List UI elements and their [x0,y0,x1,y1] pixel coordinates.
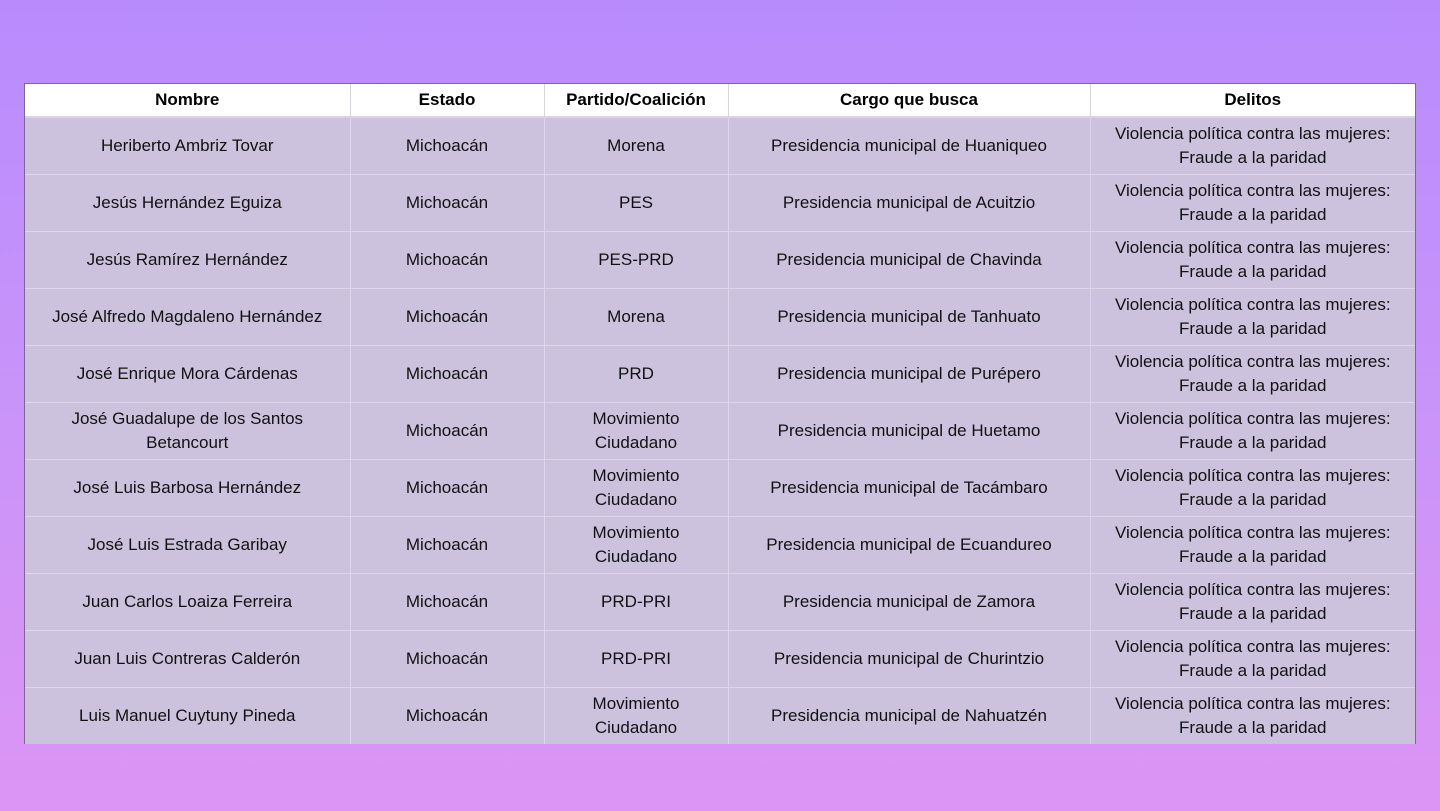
cell-cargo: Presidencia municipal de Ecuandureo [728,517,1090,574]
cell-estado: Michoacán [350,346,544,403]
cell-partido: PES [544,175,728,232]
cell-partido: PRD-PRI [544,631,728,688]
table-body [25,117,1415,744]
cell-estado: Michoacán [350,631,544,688]
cell-cargo: Presidencia municipal de Chavinda [728,232,1090,289]
cell-delitos: Violencia política contra las mujeres: Fraude a la paridad [1090,403,1415,460]
cell-cargo: Presidencia municipal de Nahuatzén [728,688,1090,745]
table-row [25,346,1415,403]
cell-partido: Movimiento Ciudadano [544,403,728,460]
cell-partido: PRD-PRI [544,574,728,631]
cell-estado: Michoacán [350,117,544,175]
cell-partido: PES-PRD [544,232,728,289]
cell-nombre: Luis Manuel Cuytuny Pineda [25,688,350,745]
table-row [25,232,1415,289]
cell-delitos: Violencia política contra las mujeres: Fraude a la paridad [1090,517,1415,574]
cell-cargo: Presidencia municipal de Huetamo [728,403,1090,460]
header-row [25,84,1415,117]
cell-delitos: Violencia política contra las mujeres: Fraude a la paridad [1090,688,1415,745]
cell-estado: Michoacán [350,460,544,517]
table-row [25,574,1415,631]
candidates-table-container [24,83,1416,744]
cell-cargo: Presidencia municipal de Tacámbaro [728,460,1090,517]
cell-nombre: Juan Luis Contreras Calderón [25,631,350,688]
column-header-delitos: Delitos [1090,84,1415,117]
cell-delitos: Violencia política contra las mujeres: Fraude a la paridad [1090,631,1415,688]
cell-delitos: Violencia política contra las mujeres: Fraude a la paridad [1090,289,1415,346]
cell-cargo: Presidencia municipal de Acuitzio [728,175,1090,232]
cell-estado: Michoacán [350,175,544,232]
cell-delitos: Violencia política contra las mujeres: Fraude a la paridad [1090,117,1415,175]
table-header [25,84,1415,117]
column-header-nombre: Nombre [25,84,350,117]
table-row [25,688,1415,745]
table-row [25,175,1415,232]
cell-delitos: Violencia política contra las mujeres: Fraude a la paridad [1090,460,1415,517]
cell-nombre: José Enrique Mora Cárdenas [25,346,350,403]
cell-partido: Morena [544,289,728,346]
cell-partido: Movimiento Ciudadano [544,460,728,517]
cell-estado: Michoacán [350,688,544,745]
cell-partido: Morena [544,117,728,175]
cell-nombre: José Luis Barbosa Hernández [25,460,350,517]
column-header-partido: Partido/Coalición [544,84,728,117]
cell-cargo: Presidencia municipal de Tanhuato [728,289,1090,346]
cell-nombre: Jesús Hernández Eguiza [25,175,350,232]
table-row [25,517,1415,574]
cell-cargo: Presidencia municipal de Zamora [728,574,1090,631]
cell-nombre: Heriberto Ambriz Tovar [25,117,350,175]
candidates-table [25,84,1415,744]
cell-cargo: Presidencia municipal de Churintzio [728,631,1090,688]
cell-estado: Michoacán [350,517,544,574]
column-header-estado: Estado [350,84,544,117]
cell-nombre: José Luis Estrada Garibay [25,517,350,574]
cell-nombre: José Alfredo Magdaleno Hernández [25,289,350,346]
cell-nombre: José Guadalupe de los Santos Betancourt [25,403,350,460]
table-row [25,403,1415,460]
table-row [25,117,1415,175]
cell-partido: Movimiento Ciudadano [544,688,728,745]
cell-delitos: Violencia política contra las mujeres: Fraude a la paridad [1090,175,1415,232]
cell-partido: PRD [544,346,728,403]
table-row [25,460,1415,517]
cell-estado: Michoacán [350,289,544,346]
cell-cargo: Presidencia municipal de Huaniqueo [728,117,1090,175]
cell-delitos: Violencia política contra las mujeres: Fraude a la paridad [1090,346,1415,403]
column-header-cargo: Cargo que busca [728,84,1090,117]
table-row [25,631,1415,688]
cell-partido: Movimiento Ciudadano [544,517,728,574]
cell-estado: Michoacán [350,403,544,460]
cell-cargo: Presidencia municipal de Purépero [728,346,1090,403]
cell-estado: Michoacán [350,574,544,631]
cell-delitos: Violencia política contra las mujeres: Fraude a la paridad [1090,574,1415,631]
cell-delitos: Violencia política contra las mujeres: Fraude a la paridad [1090,232,1415,289]
cell-nombre: Juan Carlos Loaiza Ferreira [25,574,350,631]
table-row [25,289,1415,346]
cell-estado: Michoacán [350,232,544,289]
cell-nombre: Jesús Ramírez Hernández [25,232,350,289]
